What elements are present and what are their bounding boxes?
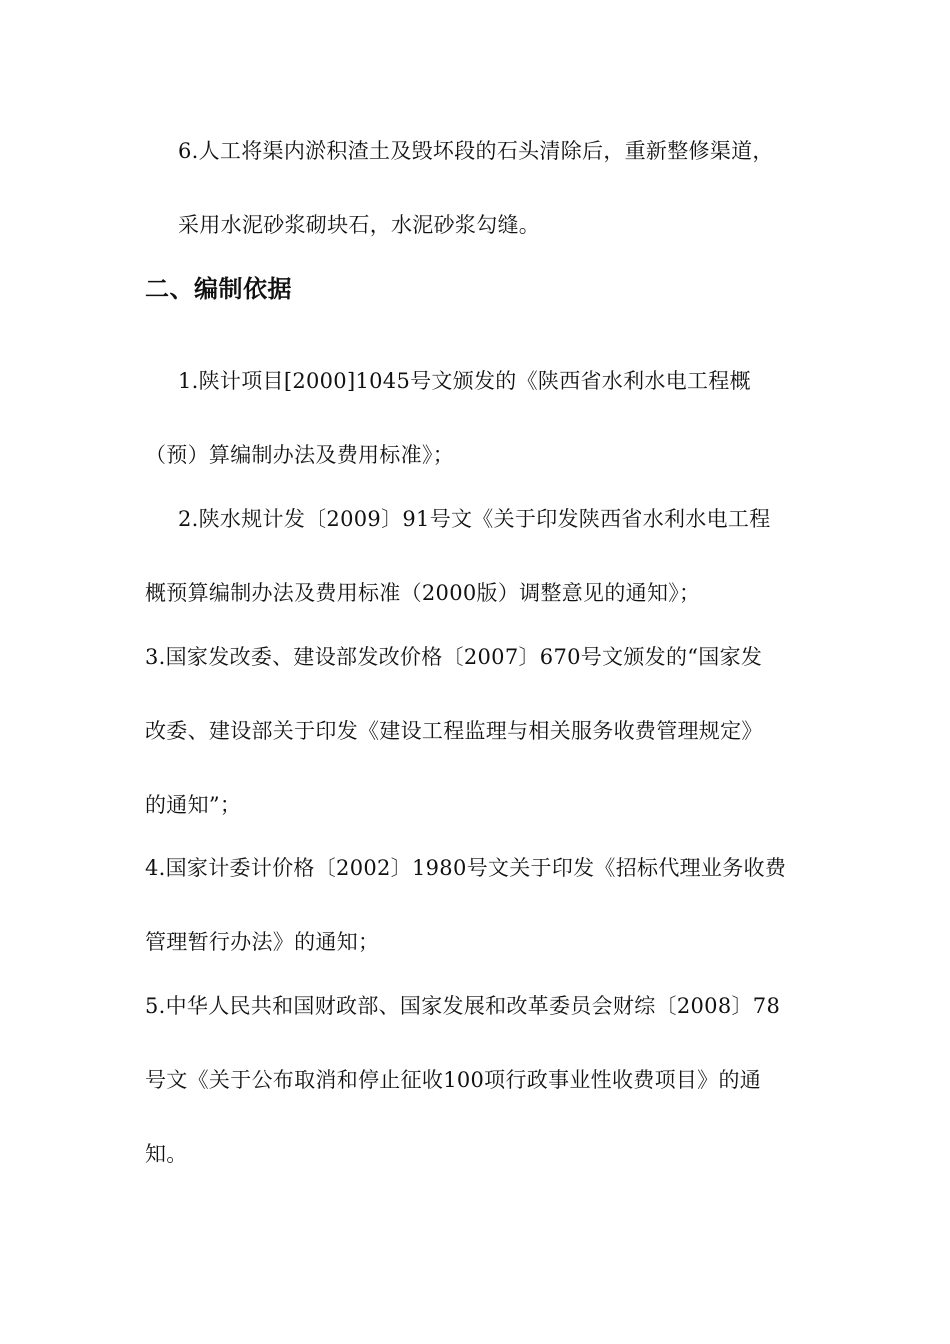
basis-item-4-line-2: 管理暂行办法》的通知；: [145, 930, 380, 954]
basis-item-3-line-2: 改委、建设部关于印发《建设工程监理与相关服务收费管理规定》: [145, 719, 763, 743]
basis-item-2-line-1: 2.陕水规计发〔2009〕91号文《关于印发陕西省水利水电工程: [178, 507, 771, 531]
basis-item-3-line-3: 的通知”；: [145, 793, 242, 817]
item-6-line-2: 采用水泥砂浆砌块石，水泥砂浆勾缝。: [178, 213, 541, 237]
section-heading: 二、编制依据: [145, 275, 292, 303]
item-6-line-1: 6.人工将渠内淤积渣土及毁坏段的石头清除后，重新整修渠道，: [178, 139, 774, 163]
basis-item-3-line-1: 3.国家发改委、建设部发改价格〔2007〕670号文颁发的“国家发: [145, 645, 763, 669]
basis-item-5-line-1: 5.中华人民共和国财政部、国家发展和改革委员会财综〔2008〕78: [145, 994, 781, 1018]
basis-item-4-line-1: 4.国家计委计价格〔2002〕1980号文关于印发《招标代理业务收费: [145, 856, 787, 880]
basis-item-1-line-2: （预）算编制办法及费用标准》；: [145, 443, 454, 467]
basis-item-1-line-1: 1.陕计项目[2000]1045号文颁发的《陕西省水利水电工程概: [178, 369, 751, 393]
basis-item-5-line-3: 知。: [145, 1142, 188, 1166]
basis-item-5-line-2: 号文《关于公布取消和停止征收100项行政事业性收费项目》的通: [145, 1068, 762, 1092]
basis-item-2-line-2: 概预算编制办法及费用标准（2000版）调整意见的通知》；: [145, 581, 701, 605]
